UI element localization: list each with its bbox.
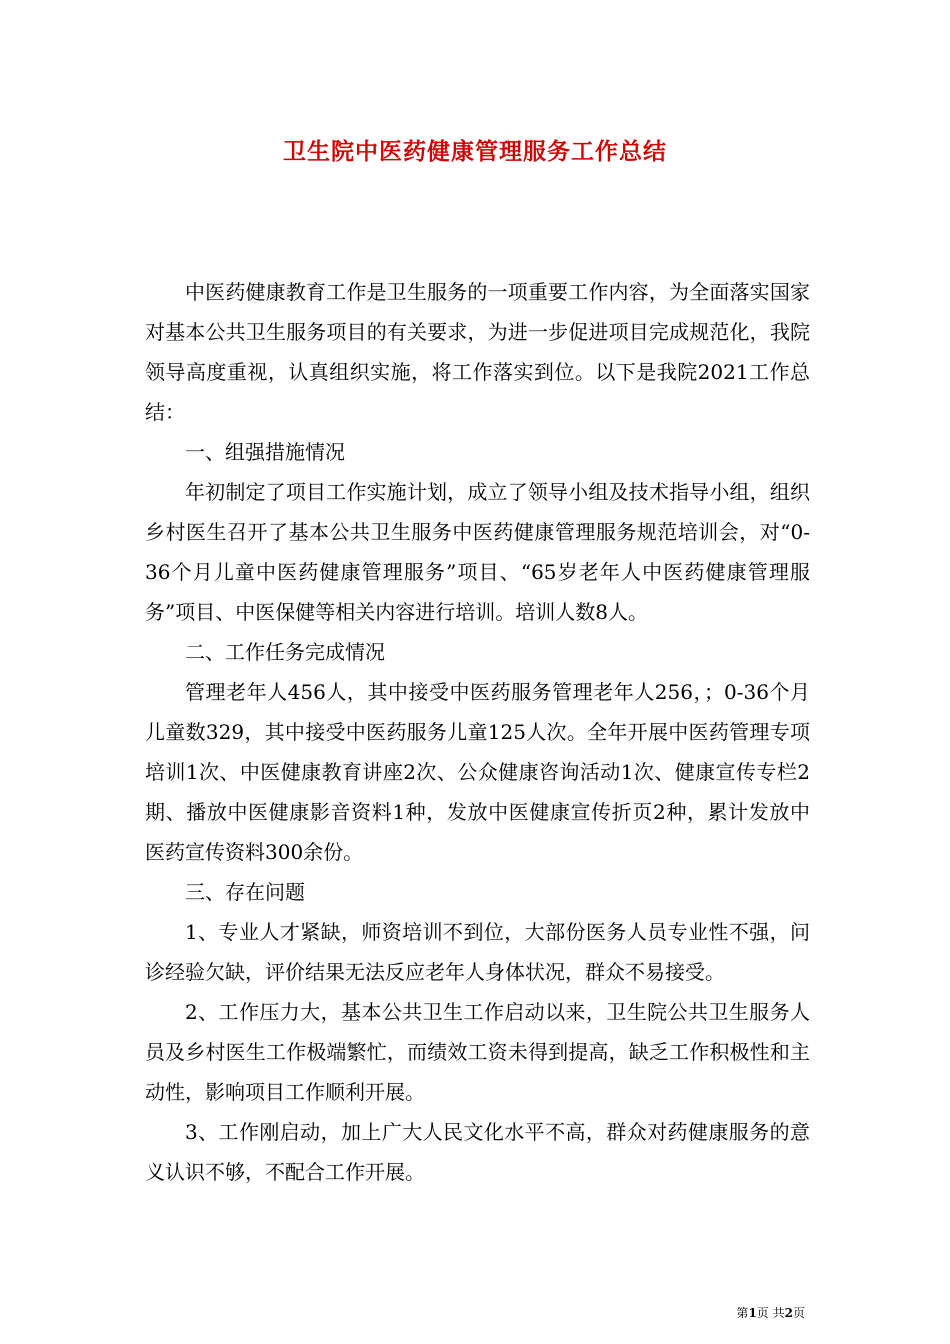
paragraph-issue-3: 3、工作刚启动，加上广大人民文化水平不高，群众对药健康服务的意义认识不够，不配合工作开展。 xyxy=(145,1120,810,1184)
paragraph-issue-2: 2、工作压力大，基本公共卫生工作启动以来，卫生院公共卫生服务人员及乡村医生工作极端繁忙，而绩效工资未得到提高，缺乏工作积极性和主动性，影响项目工作顺利开展。 xyxy=(145,1000,810,1104)
section-heading-3: 三、存在问题 xyxy=(185,880,305,904)
page-number-middle: 页 共 xyxy=(756,1306,785,1320)
page-number-suffix: 页 xyxy=(792,1306,805,1320)
current-page: 1 xyxy=(748,1306,757,1320)
document-body xyxy=(145,272,810,1192)
section-heading-2: 二、工作任务完成情况 xyxy=(185,640,385,664)
total-pages: 2 xyxy=(784,1306,793,1320)
page-number xyxy=(736,1304,805,1321)
paragraph-tasks: 管理老年人456人，其中接受中医药服务管理老年人256，；0-36个月儿童数329，其中接受中医药服务儿童125人次。全年开展中医药管理专项培训1次、中医健康教育讲座2次、公众健康咨询活动1次、健康宣传专栏2期、播放中医健康影音资料1种，发放中医健康宣传折页2种，累计发放中医药宣传资料300余份。 xyxy=(145,680,810,864)
paragraph-issue-1: 1、专业人才紧缺，师资培训不到位，大部份医务人员专业性不强，问诊经验欠缺，评价结果无法反应老年人身体状况，群众不易接受。 xyxy=(145,920,810,984)
section-heading-1: 一、组强措施情况 xyxy=(185,440,345,464)
page-number-prefix: 第 xyxy=(736,1306,749,1320)
paragraph-measures: 年初制定了项目工作实施计划，成立了领导小组及技术指导小组，组织乡村医生召开了基本公共卫生服务中医药健康管理服务规范培训会，对“0-36个月儿童中医药健康管理服务”项目、“65岁老年人中医药健康管理服务”项目、中医保健等相关内容进行培训。培训人数8人。 xyxy=(145,480,810,624)
paragraph-intro: 中医药健康教育工作是卫生服务的一项重要工作内容，为全面落实国家对基本公共卫生服务项目的有关要求，为进一步促进项目完成规范化，我院领导高度重视，认真组织实施，将工作落实到位。以下是我院2021工作总结： xyxy=(145,280,810,424)
document-title: 卫生院中医药健康管理服务工作总结 xyxy=(283,138,667,165)
